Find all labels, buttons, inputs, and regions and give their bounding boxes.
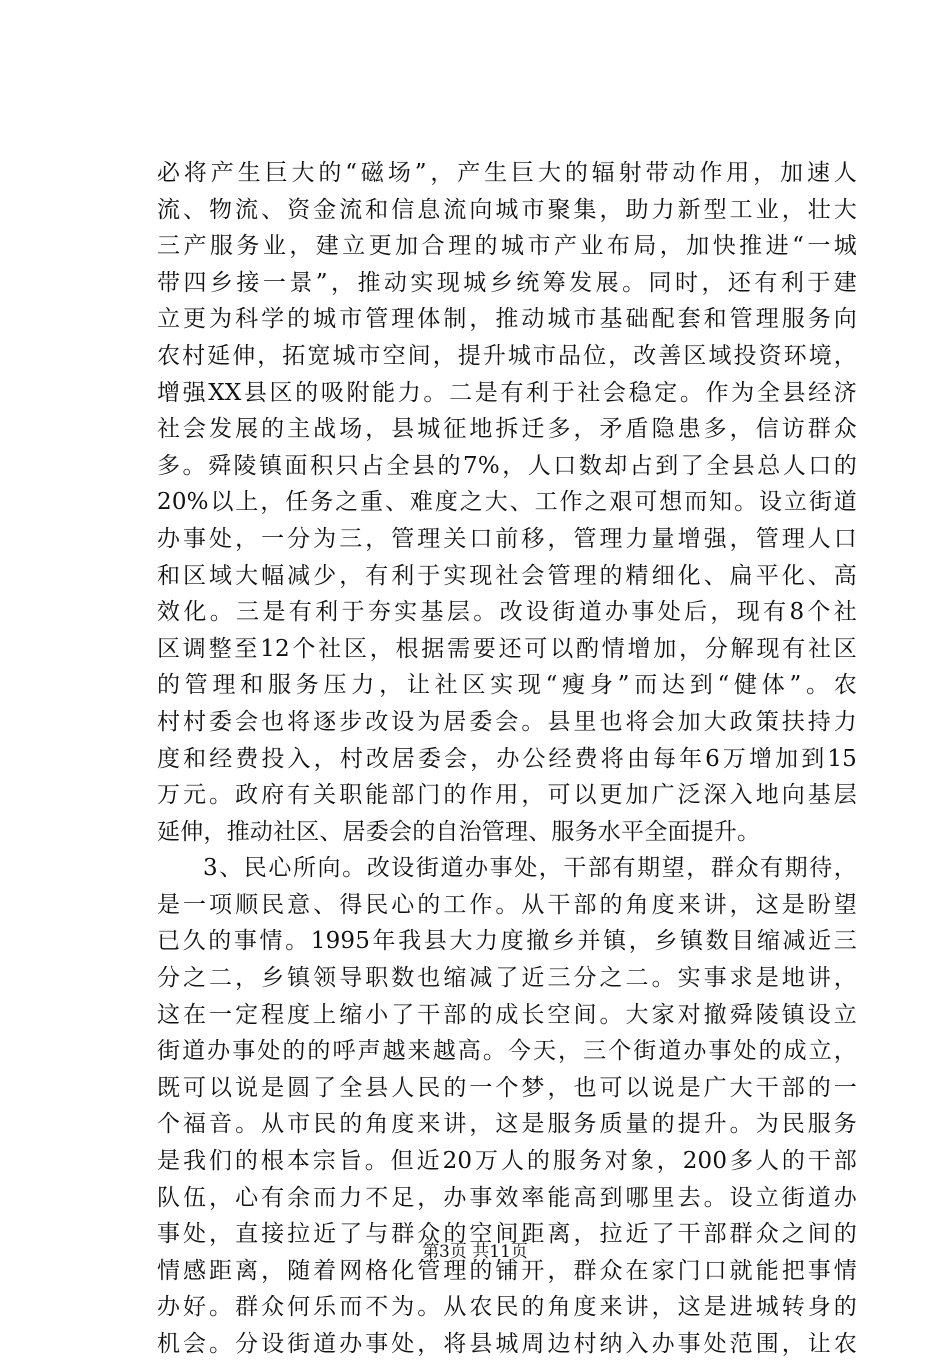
text-line-25: 街道办事处的的呼声越来越高。今天，三个街道办事处的成立， bbox=[157, 1038, 857, 1065]
document-body bbox=[157, 155, 857, 1363]
text-line-7: 增强XX县区的吸附能力。二是有利于社会稳定。作为全县经济 bbox=[157, 379, 857, 406]
text-line-9: 多。舜陵镇面积只占全县的7%，人口数却占到了全县总人口的 bbox=[157, 452, 857, 479]
text-line-18: 万元。政府有关职能部门的作用，可以更加广泛深入地向基层 bbox=[157, 782, 857, 809]
text-line-12: 和区域大幅减少，有利于实现社会管理的精细化、扁平化、高 bbox=[157, 562, 857, 589]
text-line-2: 流、物流、资金流和信息流向城市聚集，助力新型工业，壮大 bbox=[157, 196, 857, 223]
text-line-15: 的管理和服务压力，让社区实现“瘦身”而达到“健体”。农 bbox=[157, 672, 857, 699]
text-line-4: 带四乡接一景”，推动实现城乡统筹发展。同时，还有利于建 bbox=[157, 269, 857, 296]
text-line-26: 既可以说是圆了全县人民的一个梦，也可以说是广大干部的一 bbox=[157, 1074, 857, 1101]
text-line-6: 农村延伸，拓宽城市空间，提升城市品位，改善区域投资环境， bbox=[157, 342, 857, 369]
text-line-23: 分之二，乡镇领导职数也缩减了近三分之二。实事求是地讲， bbox=[157, 965, 857, 992]
text-line-27: 个福音。从市民的角度来讲，这是服务质量的提升。为民服务 bbox=[157, 1111, 857, 1138]
text-line-24: 这在一定程度上缩小了干部的成长空间。大家对撤舜陵镇设立 bbox=[157, 1001, 857, 1028]
text-line-11: 办事处，一分为三，管理关口前移，管理力量增强，管理人口 bbox=[157, 525, 857, 552]
text-line-1: 必将产生巨大的“磁场”，产生巨大的辐射带动作用，加速人 bbox=[157, 160, 857, 186]
text-line-33: 机会。分设街道办事处，将县城周边村纳入办事处范围，让农 bbox=[157, 1331, 857, 1357]
text-line-29: 队伍，心有余而力不足，办事效率能高到哪里去。设立街道办 bbox=[157, 1184, 857, 1211]
text-line-31: 情感距离，随着网格化管理的铺开，群众在家门口就能把事情 bbox=[157, 1257, 857, 1284]
page-number-footer: 第3页 共11页 bbox=[422, 1242, 528, 1262]
text-line-32: 办好。群众何乐而不为。从农民的角度来讲，这是进城转身的 bbox=[157, 1294, 857, 1321]
text-line-8: 社会发展的主战场，县城征地拆迁多，矛盾隐患多，信访群众 bbox=[157, 416, 857, 443]
text-line-20: 3、民心所向。改设街道办事处，干部有期望，群众有期待， bbox=[203, 855, 857, 882]
text-line-22: 已久的事情。1995年我县大力度撤乡并镇，乡镇数目缩减近三 bbox=[157, 928, 857, 955]
text-line-14: 区调整至12个社区，根据需要还可以酌情增加，分解现有社区 bbox=[157, 635, 857, 662]
text-line-19: 延伸，推动社区、居委会的自治管理、服务水平全面提升。 bbox=[157, 818, 761, 845]
text-line-3: 三产服务业，建立更加合理的城市产业布局，加快推进“一城 bbox=[157, 233, 857, 260]
text-line-30: 事处，直接拉近了与群众的空间距离，拉近了干部群众之间的 bbox=[157, 1221, 857, 1248]
text-line-5: 立更为科学的城市管理体制，推动城市基础配套和管理服务向 bbox=[157, 306, 857, 333]
text-line-13: 效化。三是有利于夯实基层。改设街道办事处后，现有8个社 bbox=[157, 599, 857, 626]
text-line-28: 是我们的根本宗旨。但近20万人的服务对象，200多人的干部 bbox=[157, 1148, 857, 1175]
text-line-21: 是一项顺民意、得民心的工作。从干部的角度来讲，这是盼望 bbox=[157, 891, 857, 918]
text-line-16: 村村委会也将逐步改设为居委会。县里也将会加大政策扶持力 bbox=[157, 708, 857, 735]
text-line-10: 20%以上，任务之重、难度之大、工作之艰可想而知。设立街道 bbox=[157, 489, 857, 516]
text-line-17: 度和经费投入，村改居委会，办公经费将由每年6万增加到15 bbox=[157, 745, 857, 772]
